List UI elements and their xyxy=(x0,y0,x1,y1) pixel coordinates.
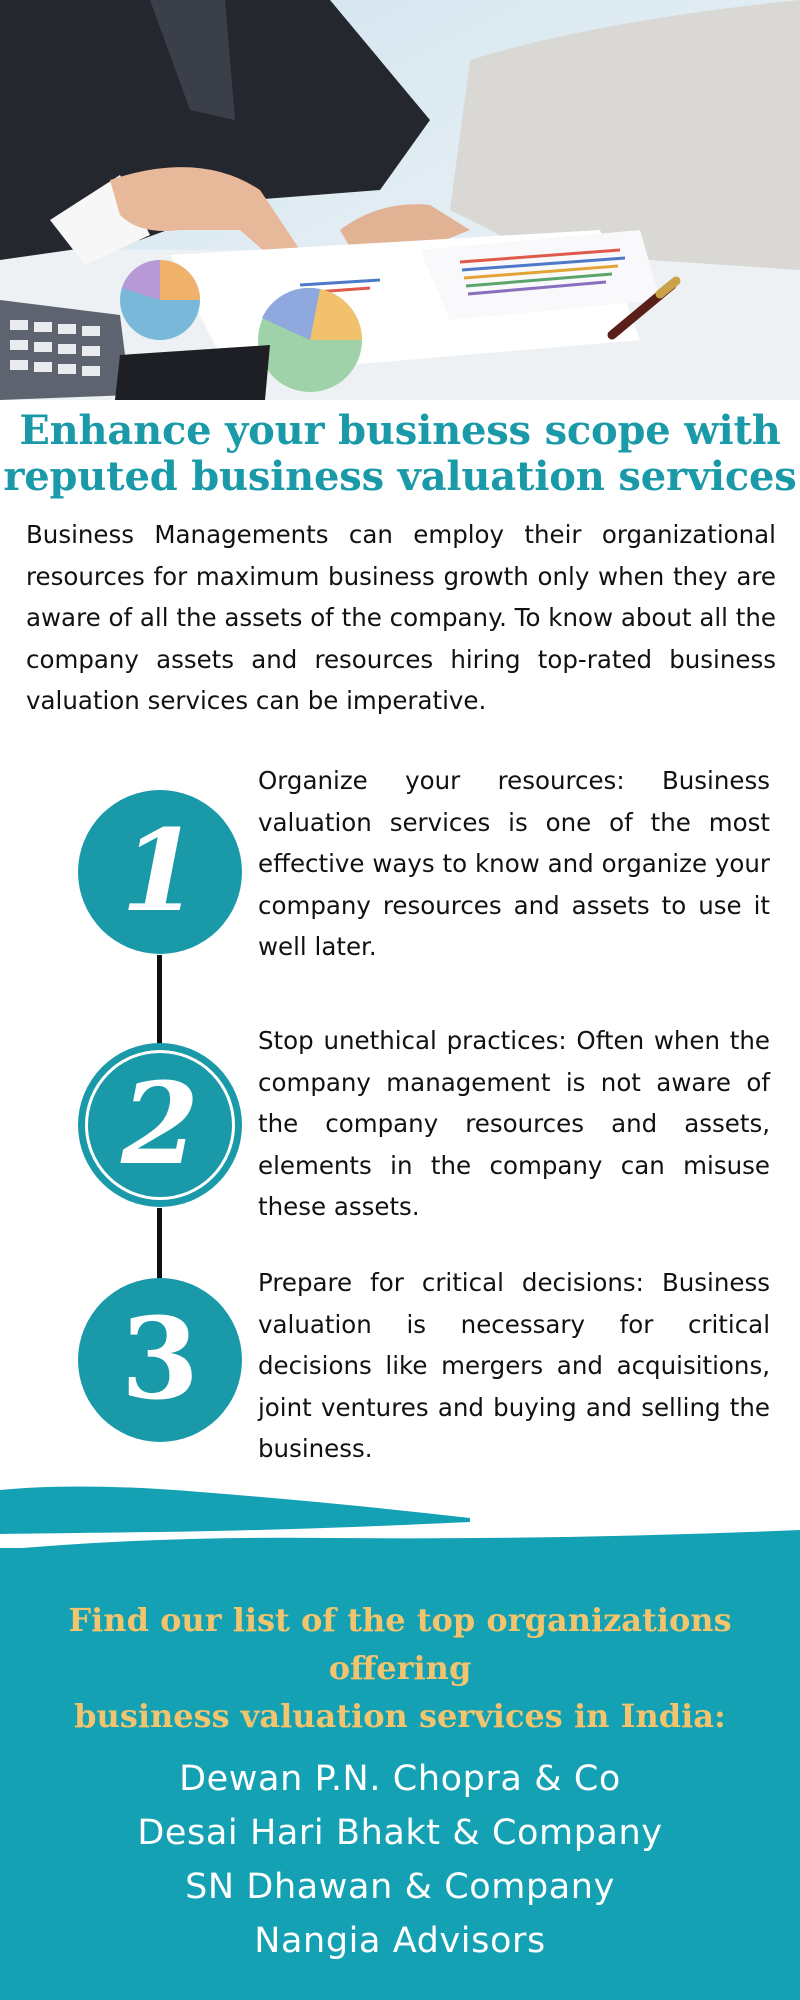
step-1-text: Organize your resources: Business valuation services is one of the most effective ways to know and organize your company resources and assets to use it well later. xyxy=(258,766,770,961)
organization-list xyxy=(0,1752,800,1968)
footer-section xyxy=(0,1548,800,2000)
intro-paragraph: Business Managements can employ their organizational resources for maximum business growth only when they are aware of all the assets of the company. To know about all the company assets and resources hiring top-rated business valuation services can be imperative. xyxy=(26,520,776,715)
page-title-line-2: reputed business valuation services xyxy=(3,453,797,500)
step-1-number: 1 xyxy=(121,806,199,937)
step-2-number: 2 xyxy=(121,1059,199,1190)
organization-item: SN Dhawan & Company xyxy=(185,1867,615,1907)
timeline-connector xyxy=(157,955,162,1055)
step-3-badge xyxy=(78,1278,242,1442)
pie-chart-icon xyxy=(120,260,200,340)
step-2-text: Stop unethical practices: Often when the company management is not aware of the company resources and assets, elements in the company can misuse these assets. xyxy=(258,1026,770,1221)
footer-title-line-1: Find our list of the top organizations offering xyxy=(68,1601,732,1687)
hero-image xyxy=(0,0,800,400)
calculator-icon xyxy=(0,300,130,400)
page-title-line-1: Enhance your business scope with xyxy=(19,407,781,454)
organization-item: Desai Hari Bhakt & Company xyxy=(137,1813,663,1853)
hero-illustration xyxy=(0,0,800,400)
organization-item: Nangia Advisors xyxy=(254,1921,546,1961)
page-title xyxy=(0,408,800,500)
step-2-badge xyxy=(78,1043,242,1207)
footer-wave xyxy=(0,1528,800,1552)
step-1-badge xyxy=(78,790,242,954)
steps-timeline xyxy=(0,740,800,1470)
footer-title-line-2: business valuation services in India: xyxy=(74,1697,726,1735)
organization-item: Dewan P.N. Chopra & Co xyxy=(179,1759,621,1799)
footer-title xyxy=(0,1596,800,1740)
step-3-text: Prepare for critical decisions: Business valuation is necessary for critical decisions like mergers and acquisitions, joint ventures and buying and selling the business. xyxy=(258,1268,770,1463)
step-3-number: 3 xyxy=(121,1294,199,1425)
